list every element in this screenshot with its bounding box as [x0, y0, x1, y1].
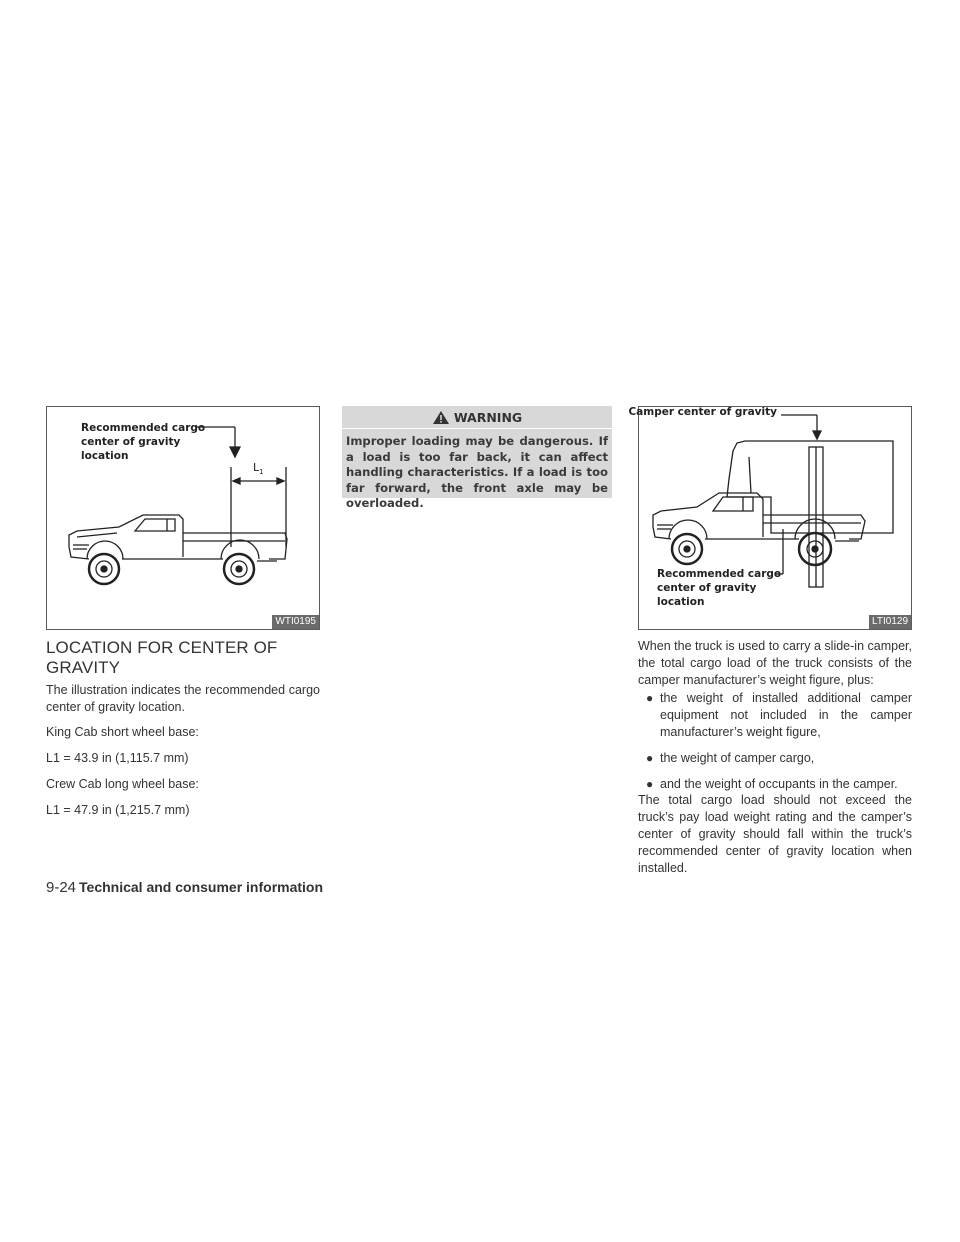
list-item: [640, 776, 912, 793]
list-item-text: and the weight of occupants in the camper.: [660, 777, 898, 791]
dimension-label: [253, 461, 264, 479]
closing-paragraph: The total cargo load should not exceed the truck’s pay load weight rating and the camper’s center of gravity should fall within the truck’s recommended center of gravity location when installed.: [638, 793, 912, 875]
figure-label-line: center of gravity: [657, 582, 757, 594]
figure-label-line: location: [81, 450, 129, 462]
body-paragraph: King Cab short wheel base:: [46, 725, 199, 739]
dimension-letter: L: [253, 461, 260, 474]
warning-text: Improper loading may be dangerous. If a load is too far back, it can affect handling characteristics. If a load is too far forward, the front axle may be overloaded.: [346, 434, 608, 510]
list-item-text: the weight of installed additional camper equipment not included in the camper manufacturer’s weight figure,: [660, 691, 912, 739]
cargo-cog-figure: [46, 406, 320, 630]
page-footer: [46, 879, 323, 896]
body-paragraph: Crew Cab long wheel base:: [46, 777, 199, 791]
figure-label-line: center of gravity: [81, 436, 181, 448]
list-item: [640, 750, 912, 767]
figure-id: WTI0195: [272, 615, 319, 629]
warning-title: WARNING: [453, 409, 523, 425]
section-heading: LOCATION FOR CENTER OF GRAVITY: [46, 638, 278, 677]
camper-cog-label: Camper center of gravity: [628, 406, 777, 418]
warning-triangle-icon: [432, 410, 450, 425]
body-paragraph: L1 = 43.9 in (1,115.7 mm): [46, 751, 189, 765]
figure-label: [81, 421, 205, 463]
figure-label-line: location: [657, 596, 705, 608]
figure-label-line: Recommended cargo: [657, 568, 782, 580]
page-number: 9-24: [46, 879, 77, 896]
warning-box: [342, 406, 612, 510]
bullet-icon: ●: [646, 777, 654, 791]
bullet-icon: ●: [646, 751, 654, 765]
camper-cog-figure: [628, 406, 912, 630]
dimension-subscript: 1: [259, 468, 264, 477]
figure-label: [657, 567, 781, 609]
footer-section-title: Technical and consumer information: [79, 879, 324, 895]
body-paragraph: The illustration indicates the recommended cargo center of gravity location.: [46, 683, 320, 714]
list-item: [640, 690, 912, 741]
list-item-text: the weight of camper cargo,: [660, 751, 815, 765]
bullet-list: [640, 690, 912, 802]
intro-paragraph: When the truck is used to carry a slide-in camper, the total cargo load of the truck consists of the camper manufacturer’s weight figure, plus:: [638, 639, 912, 687]
figure-id: LTI0129: [869, 615, 911, 629]
bullet-icon: ●: [646, 691, 654, 705]
warning-header: [342, 406, 612, 429]
body-paragraph: L1 = 47.9 in (1,215.7 mm): [46, 803, 190, 817]
figure-label-line: Recommended cargo: [81, 422, 206, 434]
